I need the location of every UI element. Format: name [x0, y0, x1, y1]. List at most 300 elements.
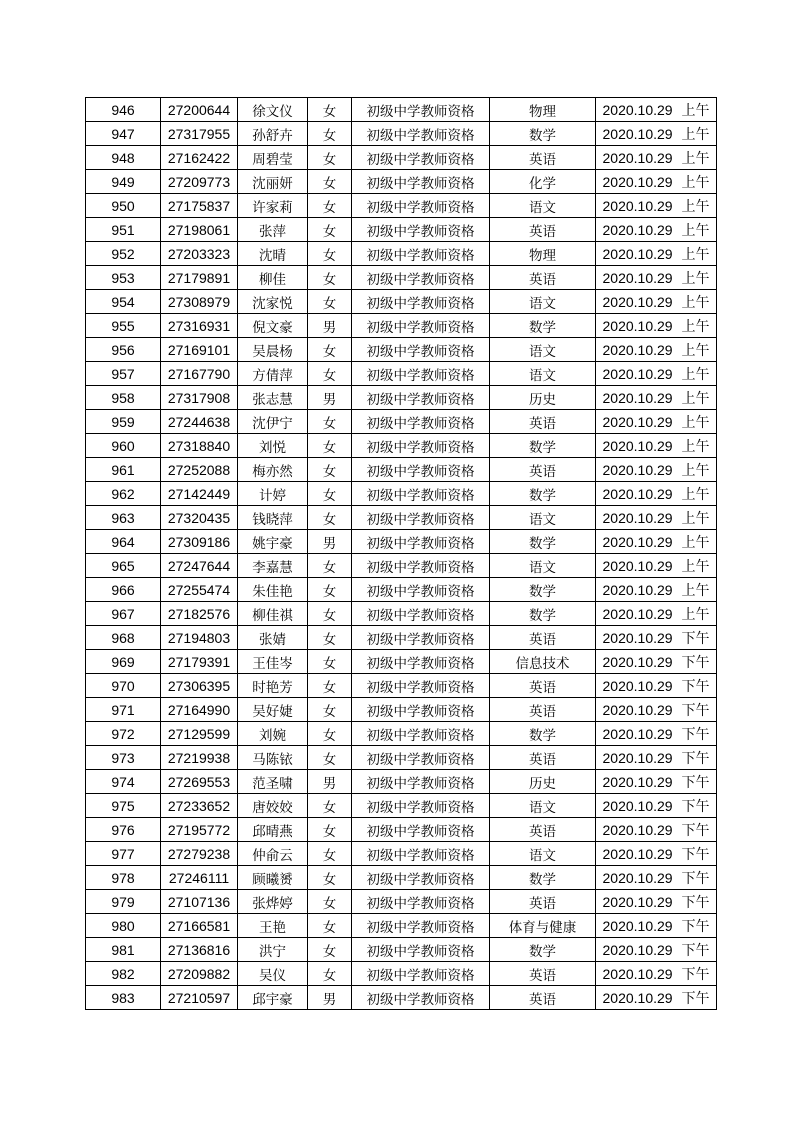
row-number-cell: 949 [86, 170, 161, 194]
table-row [86, 98, 717, 122]
gender-cell: 女 [308, 242, 352, 266]
exam-id-cell: 27247644 [161, 554, 238, 578]
row-number-cell: 969 [86, 650, 161, 674]
candidate-name-cell: 刘悦 [238, 434, 308, 458]
row-number-cell: 961 [86, 458, 161, 482]
candidate-name-cell: 柳佳祺 [238, 602, 308, 626]
candidate-table [85, 97, 717, 1010]
qualification-cell: 初级中学教师资格 [352, 530, 490, 554]
qualification-cell: 初级中学教师资格 [352, 794, 490, 818]
qualification-cell: 初级中学教师资格 [352, 290, 490, 314]
row-number-cell: 963 [86, 506, 161, 530]
candidate-name-cell: 朱佳艳 [238, 578, 308, 602]
row-number-cell: 966 [86, 578, 161, 602]
exam-time-cell [596, 266, 717, 290]
exam-time-cell [596, 410, 717, 434]
subject-cell: 语文 [490, 194, 596, 218]
exam-time-cell [596, 650, 717, 674]
candidate-name-cell: 顾曦赟 [238, 866, 308, 890]
exam-date: 2020.10.29 [602, 437, 673, 454]
candidate-name-cell: 张婧 [238, 626, 308, 650]
table-row [86, 722, 717, 746]
exam-session: 下午 [681, 702, 710, 719]
qualification-cell: 初级中学教师资格 [352, 170, 490, 194]
qualification-cell: 初级中学教师资格 [352, 938, 490, 962]
exam-time-cell [596, 842, 717, 866]
subject-cell: 数学 [490, 578, 596, 602]
gender-cell: 女 [308, 122, 352, 146]
table-row [86, 506, 717, 530]
exam-date: 2020.10.29 [602, 605, 673, 622]
exam-time-cell [596, 674, 717, 698]
table-row [86, 842, 717, 866]
exam-id-cell: 27233652 [161, 794, 238, 818]
subject-cell: 化学 [490, 170, 596, 194]
row-number-cell: 964 [86, 530, 161, 554]
exam-id-cell: 27318840 [161, 434, 238, 458]
exam-time-cell [596, 818, 717, 842]
table-row [86, 194, 717, 218]
table-row [86, 962, 717, 986]
table-row [86, 746, 717, 770]
exam-date: 2020.10.29 [602, 677, 673, 694]
exam-session: 下午 [681, 678, 710, 695]
exam-session: 上午 [681, 390, 710, 407]
exam-id-cell: 27308979 [161, 290, 238, 314]
qualification-cell: 初级中学教师资格 [352, 962, 490, 986]
subject-cell: 英语 [490, 890, 596, 914]
candidate-name-cell: 吴好婕 [238, 698, 308, 722]
row-number-cell: 980 [86, 914, 161, 938]
candidate-name-cell: 张烨婷 [238, 890, 308, 914]
subject-cell: 物理 [490, 242, 596, 266]
subject-cell: 语文 [490, 794, 596, 818]
table-row [86, 290, 717, 314]
exam-date: 2020.10.29 [602, 845, 673, 862]
exam-date: 2020.10.29 [602, 581, 673, 598]
subject-cell: 英语 [490, 146, 596, 170]
exam-date: 2020.10.29 [602, 245, 673, 262]
qualification-cell: 初级中学教师资格 [352, 914, 490, 938]
exam-date: 2020.10.29 [602, 341, 673, 358]
exam-date: 2020.10.29 [602, 317, 673, 334]
candidate-name-cell: 邱宇豪 [238, 986, 308, 1010]
candidate-name-cell: 梅亦然 [238, 458, 308, 482]
table-row [86, 578, 717, 602]
table-row [86, 986, 717, 1010]
gender-cell: 女 [308, 818, 352, 842]
row-number-cell: 967 [86, 602, 161, 626]
row-number-cell: 981 [86, 938, 161, 962]
subject-cell: 体育与健康 [490, 914, 596, 938]
exam-id-cell: 27244638 [161, 410, 238, 434]
gender-cell: 女 [308, 482, 352, 506]
candidate-name-cell: 沈丽妍 [238, 170, 308, 194]
gender-cell: 女 [308, 698, 352, 722]
qualification-cell: 初级中学教师资格 [352, 338, 490, 362]
table-row [86, 650, 717, 674]
candidate-name-cell: 计婷 [238, 482, 308, 506]
exam-id-cell: 27203323 [161, 242, 238, 266]
qualification-cell: 初级中学教师资格 [352, 746, 490, 770]
subject-cell: 数学 [490, 482, 596, 506]
exam-id-cell: 27162422 [161, 146, 238, 170]
qualification-cell: 初级中学教师资格 [352, 554, 490, 578]
candidate-name-cell: 唐姣姣 [238, 794, 308, 818]
exam-time-cell [596, 914, 717, 938]
candidate-name-cell: 范圣啸 [238, 770, 308, 794]
exam-id-cell: 27209882 [161, 962, 238, 986]
exam-id-cell: 27195772 [161, 818, 238, 842]
exam-time-cell [596, 194, 717, 218]
subject-cell: 物理 [490, 98, 596, 122]
exam-time-cell [596, 170, 717, 194]
qualification-cell: 初级中学教师资格 [352, 98, 490, 122]
subject-cell: 英语 [490, 818, 596, 842]
exam-date: 2020.10.29 [602, 653, 673, 670]
subject-cell: 英语 [490, 962, 596, 986]
exam-id-cell: 27252088 [161, 458, 238, 482]
exam-time-cell [596, 794, 717, 818]
exam-session: 上午 [681, 534, 710, 551]
gender-cell: 男 [308, 386, 352, 410]
exam-time-cell [596, 770, 717, 794]
exam-id-cell: 27107136 [161, 890, 238, 914]
subject-cell: 英语 [490, 410, 596, 434]
exam-time-cell [596, 146, 717, 170]
exam-session: 上午 [681, 174, 710, 191]
candidate-name-cell: 张志慧 [238, 386, 308, 410]
exam-date: 2020.10.29 [602, 365, 673, 382]
candidate-name-cell: 洪宁 [238, 938, 308, 962]
subject-cell: 历史 [490, 386, 596, 410]
exam-session: 上午 [681, 150, 710, 167]
qualification-cell: 初级中学教师资格 [352, 602, 490, 626]
subject-cell: 英语 [490, 698, 596, 722]
exam-date: 2020.10.29 [602, 965, 673, 982]
exam-id-cell: 27198061 [161, 218, 238, 242]
candidate-name-cell: 周碧莹 [238, 146, 308, 170]
row-number-cell: 971 [86, 698, 161, 722]
table-row [86, 866, 717, 890]
candidate-name-cell: 孙舒卉 [238, 122, 308, 146]
exam-date: 2020.10.29 [602, 149, 673, 166]
exam-date: 2020.10.29 [602, 485, 673, 502]
exam-time-cell [596, 290, 717, 314]
qualification-cell: 初级中学教师资格 [352, 818, 490, 842]
candidate-name-cell: 仲俞云 [238, 842, 308, 866]
exam-id-cell: 27179391 [161, 650, 238, 674]
table-row [86, 794, 717, 818]
exam-time-cell [596, 386, 717, 410]
exam-date: 2020.10.29 [602, 893, 673, 910]
exam-session: 下午 [681, 990, 710, 1007]
candidate-name-cell: 邱晴燕 [238, 818, 308, 842]
table-row [86, 458, 717, 482]
exam-time-cell [596, 314, 717, 338]
gender-cell: 女 [308, 962, 352, 986]
gender-cell: 女 [308, 842, 352, 866]
gender-cell: 女 [308, 338, 352, 362]
exam-id-cell: 27317955 [161, 122, 238, 146]
candidate-name-cell: 姚宇豪 [238, 530, 308, 554]
gender-cell: 女 [308, 458, 352, 482]
exam-id-cell: 27316931 [161, 314, 238, 338]
qualification-cell: 初级中学教师资格 [352, 362, 490, 386]
exam-session: 下午 [681, 798, 710, 815]
exam-id-cell: 27210597 [161, 986, 238, 1010]
qualification-cell: 初级中学教师资格 [352, 314, 490, 338]
exam-session: 上午 [681, 558, 710, 575]
exam-session: 下午 [681, 630, 710, 647]
candidate-name-cell: 许家莉 [238, 194, 308, 218]
candidate-name-cell: 沈晴 [238, 242, 308, 266]
exam-date: 2020.10.29 [602, 173, 673, 190]
subject-cell: 历史 [490, 770, 596, 794]
row-number-cell: 979 [86, 890, 161, 914]
exam-date: 2020.10.29 [602, 821, 673, 838]
exam-session: 上午 [681, 222, 710, 239]
exam-date: 2020.10.29 [602, 629, 673, 646]
row-number-cell: 952 [86, 242, 161, 266]
exam-date: 2020.10.29 [602, 413, 673, 430]
gender-cell: 女 [308, 554, 352, 578]
gender-cell: 女 [308, 866, 352, 890]
table-row [86, 266, 717, 290]
gender-cell: 男 [308, 530, 352, 554]
table-row [86, 146, 717, 170]
qualification-cell: 初级中学教师资格 [352, 458, 490, 482]
exam-date: 2020.10.29 [602, 125, 673, 142]
row-number-cell: 970 [86, 674, 161, 698]
candidate-name-cell: 徐文仪 [238, 98, 308, 122]
qualification-cell: 初级中学教师资格 [352, 410, 490, 434]
exam-session: 上午 [681, 270, 710, 287]
candidate-name-cell: 王艳 [238, 914, 308, 938]
candidate-name-cell: 李嘉慧 [238, 554, 308, 578]
subject-cell: 数学 [490, 722, 596, 746]
row-number-cell: 972 [86, 722, 161, 746]
exam-session: 上午 [681, 102, 710, 119]
qualification-cell: 初级中学教师资格 [352, 890, 490, 914]
gender-cell: 女 [308, 362, 352, 386]
exam-date: 2020.10.29 [602, 389, 673, 406]
exam-time-cell [596, 962, 717, 986]
table-row [86, 218, 717, 242]
qualification-cell: 初级中学教师资格 [352, 674, 490, 698]
exam-id-cell: 27169101 [161, 338, 238, 362]
exam-session: 下午 [681, 654, 710, 671]
subject-cell: 数学 [490, 434, 596, 458]
qualification-cell: 初级中学教师资格 [352, 434, 490, 458]
exam-session: 上午 [681, 414, 710, 431]
row-number-cell: 954 [86, 290, 161, 314]
exam-date: 2020.10.29 [602, 557, 673, 574]
gender-cell: 女 [308, 194, 352, 218]
table-row [86, 530, 717, 554]
exam-session: 上午 [681, 342, 710, 359]
qualification-cell: 初级中学教师资格 [352, 242, 490, 266]
exam-time-cell [596, 554, 717, 578]
exam-id-cell: 27164990 [161, 698, 238, 722]
exam-time-cell [596, 362, 717, 386]
qualification-cell: 初级中学教师资格 [352, 698, 490, 722]
exam-session: 上午 [681, 438, 710, 455]
exam-date: 2020.10.29 [602, 725, 673, 742]
gender-cell: 女 [308, 914, 352, 938]
subject-cell: 数学 [490, 122, 596, 146]
qualification-cell: 初级中学教师资格 [352, 146, 490, 170]
exam-time-cell [596, 938, 717, 962]
exam-id-cell: 27246111 [161, 866, 238, 890]
exam-session: 下午 [681, 870, 710, 887]
subject-cell: 英语 [490, 218, 596, 242]
exam-id-cell: 27175837 [161, 194, 238, 218]
exam-session: 上午 [681, 486, 710, 503]
exam-id-cell: 27136816 [161, 938, 238, 962]
exam-date: 2020.10.29 [602, 869, 673, 886]
row-number-cell: 959 [86, 410, 161, 434]
qualification-cell: 初级中学教师资格 [352, 482, 490, 506]
exam-time-cell [596, 338, 717, 362]
qualification-cell: 初级中学教师资格 [352, 866, 490, 890]
table-row [86, 890, 717, 914]
exam-time-cell [596, 722, 717, 746]
table-body [86, 98, 717, 1010]
row-number-cell: 948 [86, 146, 161, 170]
exam-time-cell [596, 218, 717, 242]
table-row [86, 770, 717, 794]
qualification-cell: 初级中学教师资格 [352, 218, 490, 242]
gender-cell: 女 [308, 650, 352, 674]
candidate-name-cell: 沈伊宁 [238, 410, 308, 434]
exam-date: 2020.10.29 [602, 509, 673, 526]
exam-id-cell: 27306395 [161, 674, 238, 698]
subject-cell: 数学 [490, 938, 596, 962]
row-number-cell: 957 [86, 362, 161, 386]
gender-cell: 男 [308, 770, 352, 794]
gender-cell: 女 [308, 434, 352, 458]
exam-id-cell: 27269553 [161, 770, 238, 794]
exam-date: 2020.10.29 [602, 941, 673, 958]
table-row [86, 482, 717, 506]
gender-cell: 女 [308, 506, 352, 530]
exam-session: 下午 [681, 774, 710, 791]
gender-cell: 男 [308, 314, 352, 338]
exam-session: 下午 [681, 822, 710, 839]
exam-id-cell: 27255474 [161, 578, 238, 602]
exam-time-cell [596, 122, 717, 146]
subject-cell: 英语 [490, 674, 596, 698]
exam-id-cell: 27279238 [161, 842, 238, 866]
table-row [86, 386, 717, 410]
table-row [86, 914, 717, 938]
subject-cell: 英语 [490, 458, 596, 482]
exam-id-cell: 27129599 [161, 722, 238, 746]
exam-date: 2020.10.29 [602, 197, 673, 214]
exam-id-cell: 27194803 [161, 626, 238, 650]
table-row [86, 938, 717, 962]
table-row [86, 338, 717, 362]
exam-id-cell: 27320435 [161, 506, 238, 530]
exam-time-cell [596, 698, 717, 722]
candidate-name-cell: 柳佳 [238, 266, 308, 290]
exam-date: 2020.10.29 [602, 533, 673, 550]
qualification-cell: 初级中学教师资格 [352, 770, 490, 794]
qualification-cell: 初级中学教师资格 [352, 578, 490, 602]
exam-time-cell [596, 986, 717, 1010]
exam-time-cell [596, 746, 717, 770]
subject-cell: 语文 [490, 338, 596, 362]
exam-session: 上午 [681, 366, 710, 383]
exam-date: 2020.10.29 [602, 917, 673, 934]
table-row [86, 362, 717, 386]
table-row [86, 314, 717, 338]
exam-session: 上午 [681, 510, 710, 527]
exam-session: 下午 [681, 750, 710, 767]
row-number-cell: 983 [86, 986, 161, 1010]
subject-cell: 数学 [490, 530, 596, 554]
subject-cell: 数学 [490, 866, 596, 890]
row-number-cell: 951 [86, 218, 161, 242]
candidate-name-cell: 时艳芳 [238, 674, 308, 698]
table-row [86, 410, 717, 434]
subject-cell: 语文 [490, 842, 596, 866]
row-number-cell: 974 [86, 770, 161, 794]
row-number-cell: 953 [86, 266, 161, 290]
gender-cell: 女 [308, 266, 352, 290]
table-row [86, 674, 717, 698]
candidate-name-cell: 沈家悦 [238, 290, 308, 314]
gender-cell: 女 [308, 98, 352, 122]
subject-cell: 语文 [490, 554, 596, 578]
candidate-name-cell: 钱晓萍 [238, 506, 308, 530]
exam-time-cell [596, 434, 717, 458]
candidate-name-cell: 倪文豪 [238, 314, 308, 338]
exam-time-cell [596, 626, 717, 650]
exam-date: 2020.10.29 [602, 749, 673, 766]
exam-time-cell [596, 602, 717, 626]
row-number-cell: 968 [86, 626, 161, 650]
exam-id-cell: 27309186 [161, 530, 238, 554]
exam-session: 上午 [681, 294, 710, 311]
gender-cell: 女 [308, 626, 352, 650]
subject-cell: 语文 [490, 506, 596, 530]
exam-id-cell: 27167790 [161, 362, 238, 386]
row-number-cell: 962 [86, 482, 161, 506]
exam-id-cell: 27219938 [161, 746, 238, 770]
gender-cell: 女 [308, 794, 352, 818]
exam-time-cell [596, 458, 717, 482]
row-number-cell: 982 [86, 962, 161, 986]
exam-date: 2020.10.29 [602, 701, 673, 718]
gender-cell: 女 [308, 674, 352, 698]
row-number-cell: 955 [86, 314, 161, 338]
row-number-cell: 976 [86, 818, 161, 842]
qualification-cell: 初级中学教师资格 [352, 386, 490, 410]
candidate-name-cell: 马陈铱 [238, 746, 308, 770]
exam-session: 下午 [681, 918, 710, 935]
candidate-name-cell: 吴晨杨 [238, 338, 308, 362]
qualification-cell: 初级中学教师资格 [352, 266, 490, 290]
exam-session: 上午 [681, 198, 710, 215]
subject-cell: 语文 [490, 362, 596, 386]
exam-id-cell: 27179891 [161, 266, 238, 290]
gender-cell: 女 [308, 290, 352, 314]
candidate-name-cell: 刘婉 [238, 722, 308, 746]
qualification-cell: 初级中学教师资格 [352, 122, 490, 146]
qualification-cell: 初级中学教师资格 [352, 722, 490, 746]
